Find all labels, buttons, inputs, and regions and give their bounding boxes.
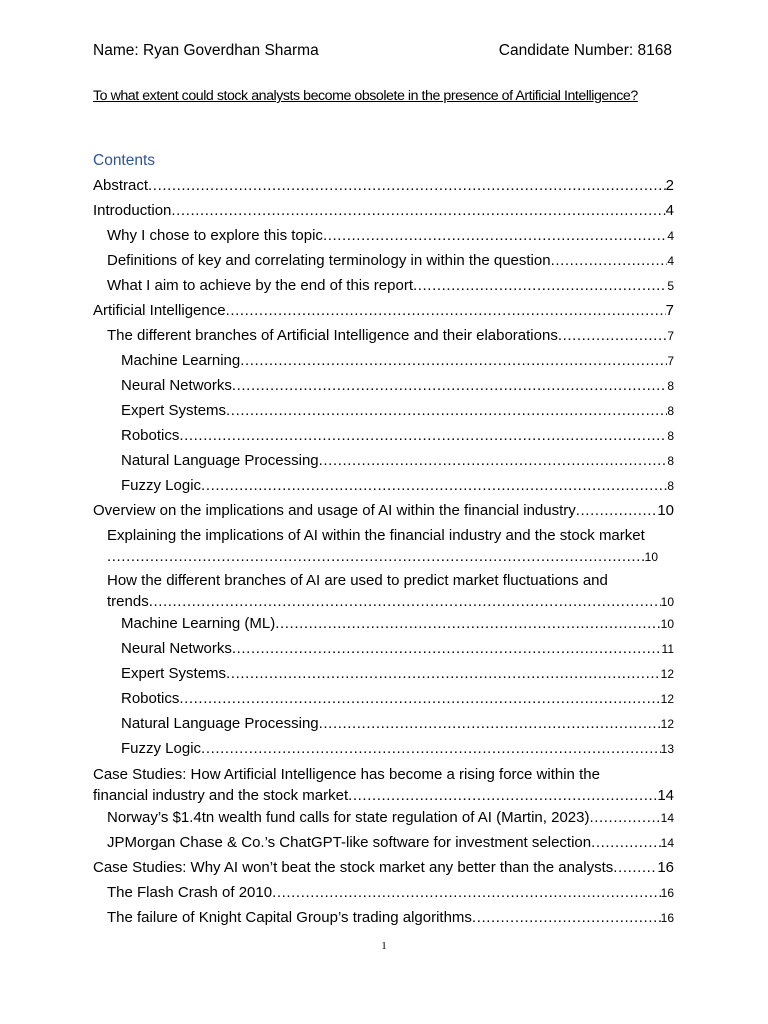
toc-entry-neural-networks[interactable]: Neural Networks ..... 8	[121, 375, 674, 397]
toc-entry-explaining-implications[interactable]: Explaining the implications of AI within the financial industry and the stock market ..... 10	[107, 525, 674, 568]
toc-entry-ai-branches[interactable]: The different branches of Artificial Intelligence and their elaborations ..... 7	[107, 325, 674, 347]
toc-entry-fuzzy-logic-2[interactable]: Fuzzy Logic ..... 13	[121, 738, 674, 760]
toc-entry-nlp-2[interactable]: Natural Language Processing ..... 12	[121, 713, 674, 735]
toc-entry-ml-2[interactable]: Machine Learning (ML) ..... 10	[121, 613, 674, 635]
toc-entry-artificial-intelligence[interactable]: Artificial Intelligence ..... 7	[93, 300, 674, 321]
toc-entry-knight-capital[interactable]: The failure of Knight Capital Group’s trading algorithms ..... 16	[107, 907, 674, 929]
student-name: Name: Ryan Goverdhan Sharma	[93, 42, 319, 59]
toc-entry-robotics[interactable]: Robotics ..... 8	[121, 425, 674, 447]
toc-entry-introduction[interactable]: Introduction ..... 4	[93, 200, 674, 221]
toc-entry-definitions[interactable]: Definitions of key and correlating terminology in within the question ..... 4	[107, 250, 674, 272]
toc-entry-nlp[interactable]: Natural Language Processing ..... 8	[121, 450, 674, 472]
toc-entry-case-studies-wont-beat[interactable]: Case Studies: Why AI won’t beat the stock market any better than the analysts ..... 16	[93, 857, 674, 878]
research-question: To what extent could stock analysts become obsolete in the presence of Artificial Intelligence?	[93, 88, 638, 104]
toc-entry-fuzzy-logic[interactable]: Fuzzy Logic ..... 8	[121, 475, 674, 497]
toc-entry-expert-systems-2[interactable]: Expert Systems ..... 12	[121, 663, 674, 685]
toc-entry-abstract[interactable]: Abstract ..... 2	[93, 175, 674, 196]
toc-entry-flash-crash[interactable]: The Flash Crash of 2010 ..... 16	[107, 882, 674, 904]
toc-entry-expert-systems[interactable]: Expert Systems ..... 8	[121, 400, 674, 422]
candidate-number: Candidate Number: 8168	[498, 42, 672, 59]
toc-entry-aims[interactable]: What I aim to achieve by the end of this report ..... 5	[107, 275, 674, 297]
toc-entry-branches-predict[interactable]: How the different branches of AI are used to predict market fluctuations and trends ..... 10	[107, 570, 674, 613]
toc-entry-case-studies-rising[interactable]: Case Studies: How Artificial Intelligence has become a rising force within the financial industry and the stock market ..... 14	[93, 764, 674, 806]
toc-entry-jpmorgan[interactable]: JPMorgan Chase & Co.’s ChatGPT-like software for investment selection ..... 14	[107, 832, 674, 854]
toc-entry-norway-fund[interactable]: Norway’s $1.4tn wealth fund calls for state regulation of AI (Martin, 2023) ..... 14	[107, 807, 674, 829]
page-number: 1	[381, 940, 387, 952]
toc-entry-robotics-2[interactable]: Robotics ..... 12	[121, 688, 674, 710]
toc-entry-why-chose-topic[interactable]: Why I chose to explore this topic ..... 4	[107, 225, 674, 247]
contents-heading: Contents	[93, 152, 156, 169]
toc-entry-neural-networks-2[interactable]: Neural Networks ..... 11	[121, 638, 674, 660]
toc-entry-ai-financial-overview[interactable]: Overview on the implications and usage of AI within the financial industry ..... 10	[93, 500, 674, 521]
toc-entry-machine-learning[interactable]: Machine Learning ..... 7	[121, 350, 674, 372]
page-header	[93, 42, 672, 60]
